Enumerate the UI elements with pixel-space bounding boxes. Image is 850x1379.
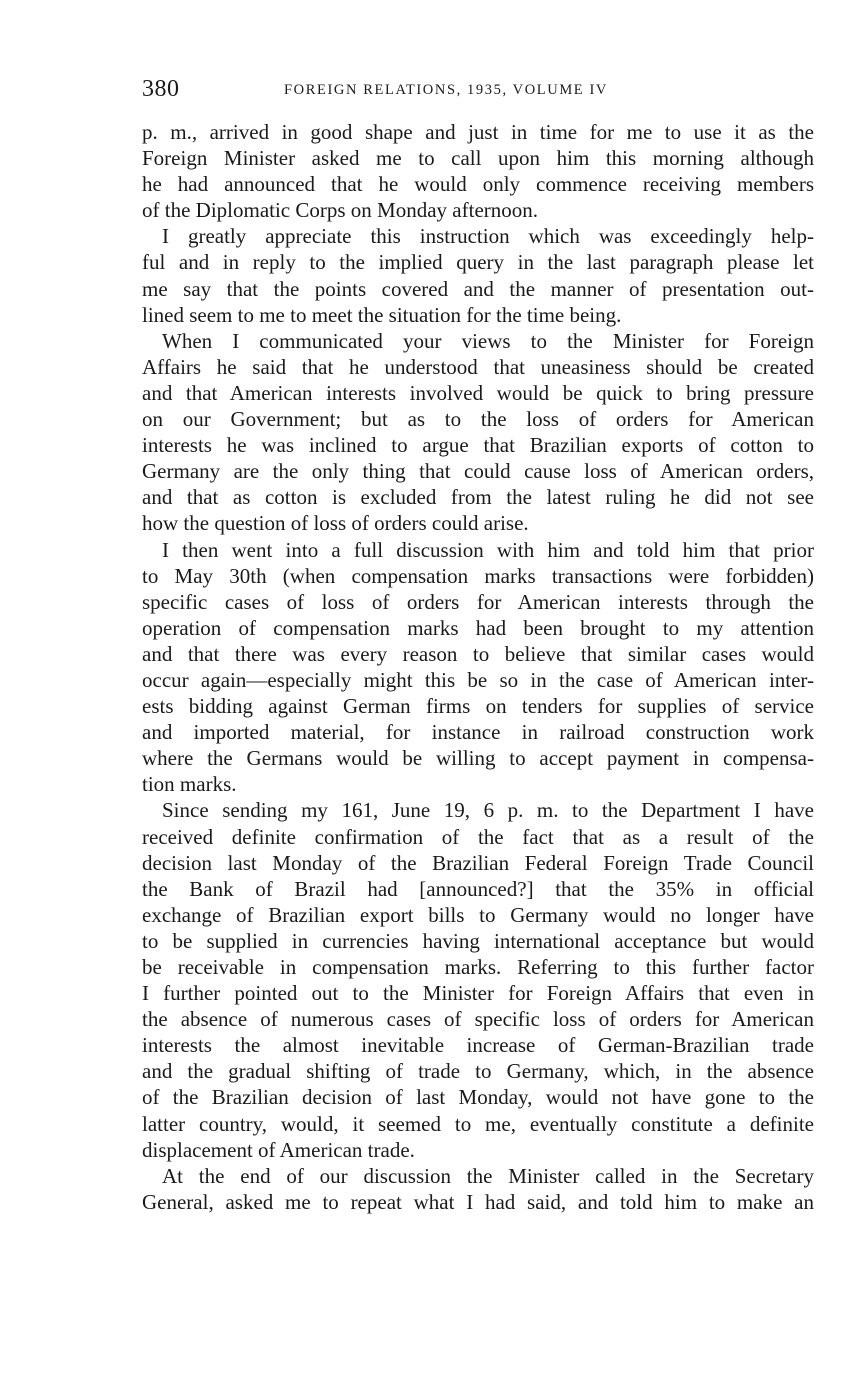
text-line: how the question of loss of orders could arise. (142, 511, 529, 536)
text-line: General, asked me to repeat what I had said, and told him to make an (142, 1189, 814, 1214)
text-line: and imported material, for instance in railroad construction work (142, 720, 814, 745)
text-line: interests the almost inevitable increase of German-Brazilian trade (142, 1033, 814, 1058)
text-line: of the Brazilian decision of last Monday, would not have gone to the (142, 1085, 814, 1110)
text-line: of the Diplomatic Corps on Monday afternoon. (142, 198, 539, 223)
text-line: the Bank of Brazil had [announced?] that the 35% in official (142, 876, 814, 901)
text-line: occur again—especially might this be so in the case of American inter- (142, 667, 814, 692)
text-line: I then went into a full discussion with him and told him that prior (162, 537, 814, 562)
text-line: he had announced that he would only commence receiving members (142, 172, 814, 197)
page-number: 380 (142, 76, 180, 102)
text-line: ests bidding against German firms on tenders for supplies of service (142, 694, 814, 719)
text-line: the absence of numerous cases of specific loss of orders for American (142, 1007, 814, 1032)
text-line: received definite confirmation of the fact that as a result of the (142, 824, 814, 849)
text-line: latter country, would, it seemed to me, eventually constitute a definite (142, 1111, 814, 1136)
text-line: and that there was every reason to believe that similar cases would (142, 641, 814, 666)
text-line: on our Government; but as to the loss of orders for American (142, 407, 814, 432)
text-line: Foreign Minister asked me to call upon him this morning although (142, 146, 814, 171)
text-line: and that American interests involved would be quick to bring pressure (142, 380, 814, 405)
text-line: lined seem to me to meet the situation for the time being. (142, 302, 622, 327)
text-line: and that as cotton is excluded from the latest ruling he did not see (142, 485, 814, 510)
text-line: be receivable in compensation marks. Referring to this further factor (142, 955, 814, 979)
text-line: At the end of our discussion the Minister called in the Secretary (162, 1163, 814, 1188)
text-line: exchange of Brazilian export bills to Germany would no longer have (142, 902, 814, 927)
text-line: and the gradual shifting of trade to Germany, which, in the absence (142, 1059, 814, 1084)
text-line: interests he was inclined to argue that Brazilian exports of cotton to (142, 433, 814, 458)
text-line: specific cases of loss of orders for American interests through the (142, 589, 814, 614)
text-line: to May 30th (when compensation marks transactions were forbidden) (142, 563, 814, 588)
text-line: operation of compensation marks had been brought to my attention (142, 615, 814, 640)
document-page (142, 72, 814, 1215)
text-line: Germany are the only thing that could cause loss of American orders, (142, 459, 814, 484)
text-line: Since sending my 161, June 19, 6 p. m. to the Department I have (162, 798, 814, 823)
text-line: to be supplied in currencies having international acceptance but would (142, 928, 814, 953)
text-line: Affairs he said that he understood that uneasiness should be created (142, 354, 814, 379)
running-head (142, 72, 814, 108)
text-line: tion marks. (142, 772, 237, 797)
text-line: I greatly appreciate this instruction which was exceedingly help- (162, 224, 814, 249)
text-line: displacement of American trade. (142, 1137, 415, 1162)
running-title: FOREIGN RELATIONS, 1935, VOLUME IV (284, 82, 608, 98)
text-line: I further pointed out to the Minister for Foreign Affairs that even in (142, 981, 814, 1006)
text-line: ful and in reply to the implied query in the last paragraph please let (142, 250, 814, 275)
text-line: When I communicated your views to the Minister for Foreign (162, 328, 814, 353)
text-line: where the Germans would be willing to accept payment in compensa- (142, 746, 814, 771)
text-line: decision last Monday of the Brazilian Federal Foreign Trade Council (142, 850, 814, 875)
text-line: me say that the points covered and the manner of presentation out- (142, 276, 814, 301)
text-line: p. m., arrived in good shape and just in time for me to use it as the (142, 120, 814, 144)
body-text (142, 119, 814, 1215)
